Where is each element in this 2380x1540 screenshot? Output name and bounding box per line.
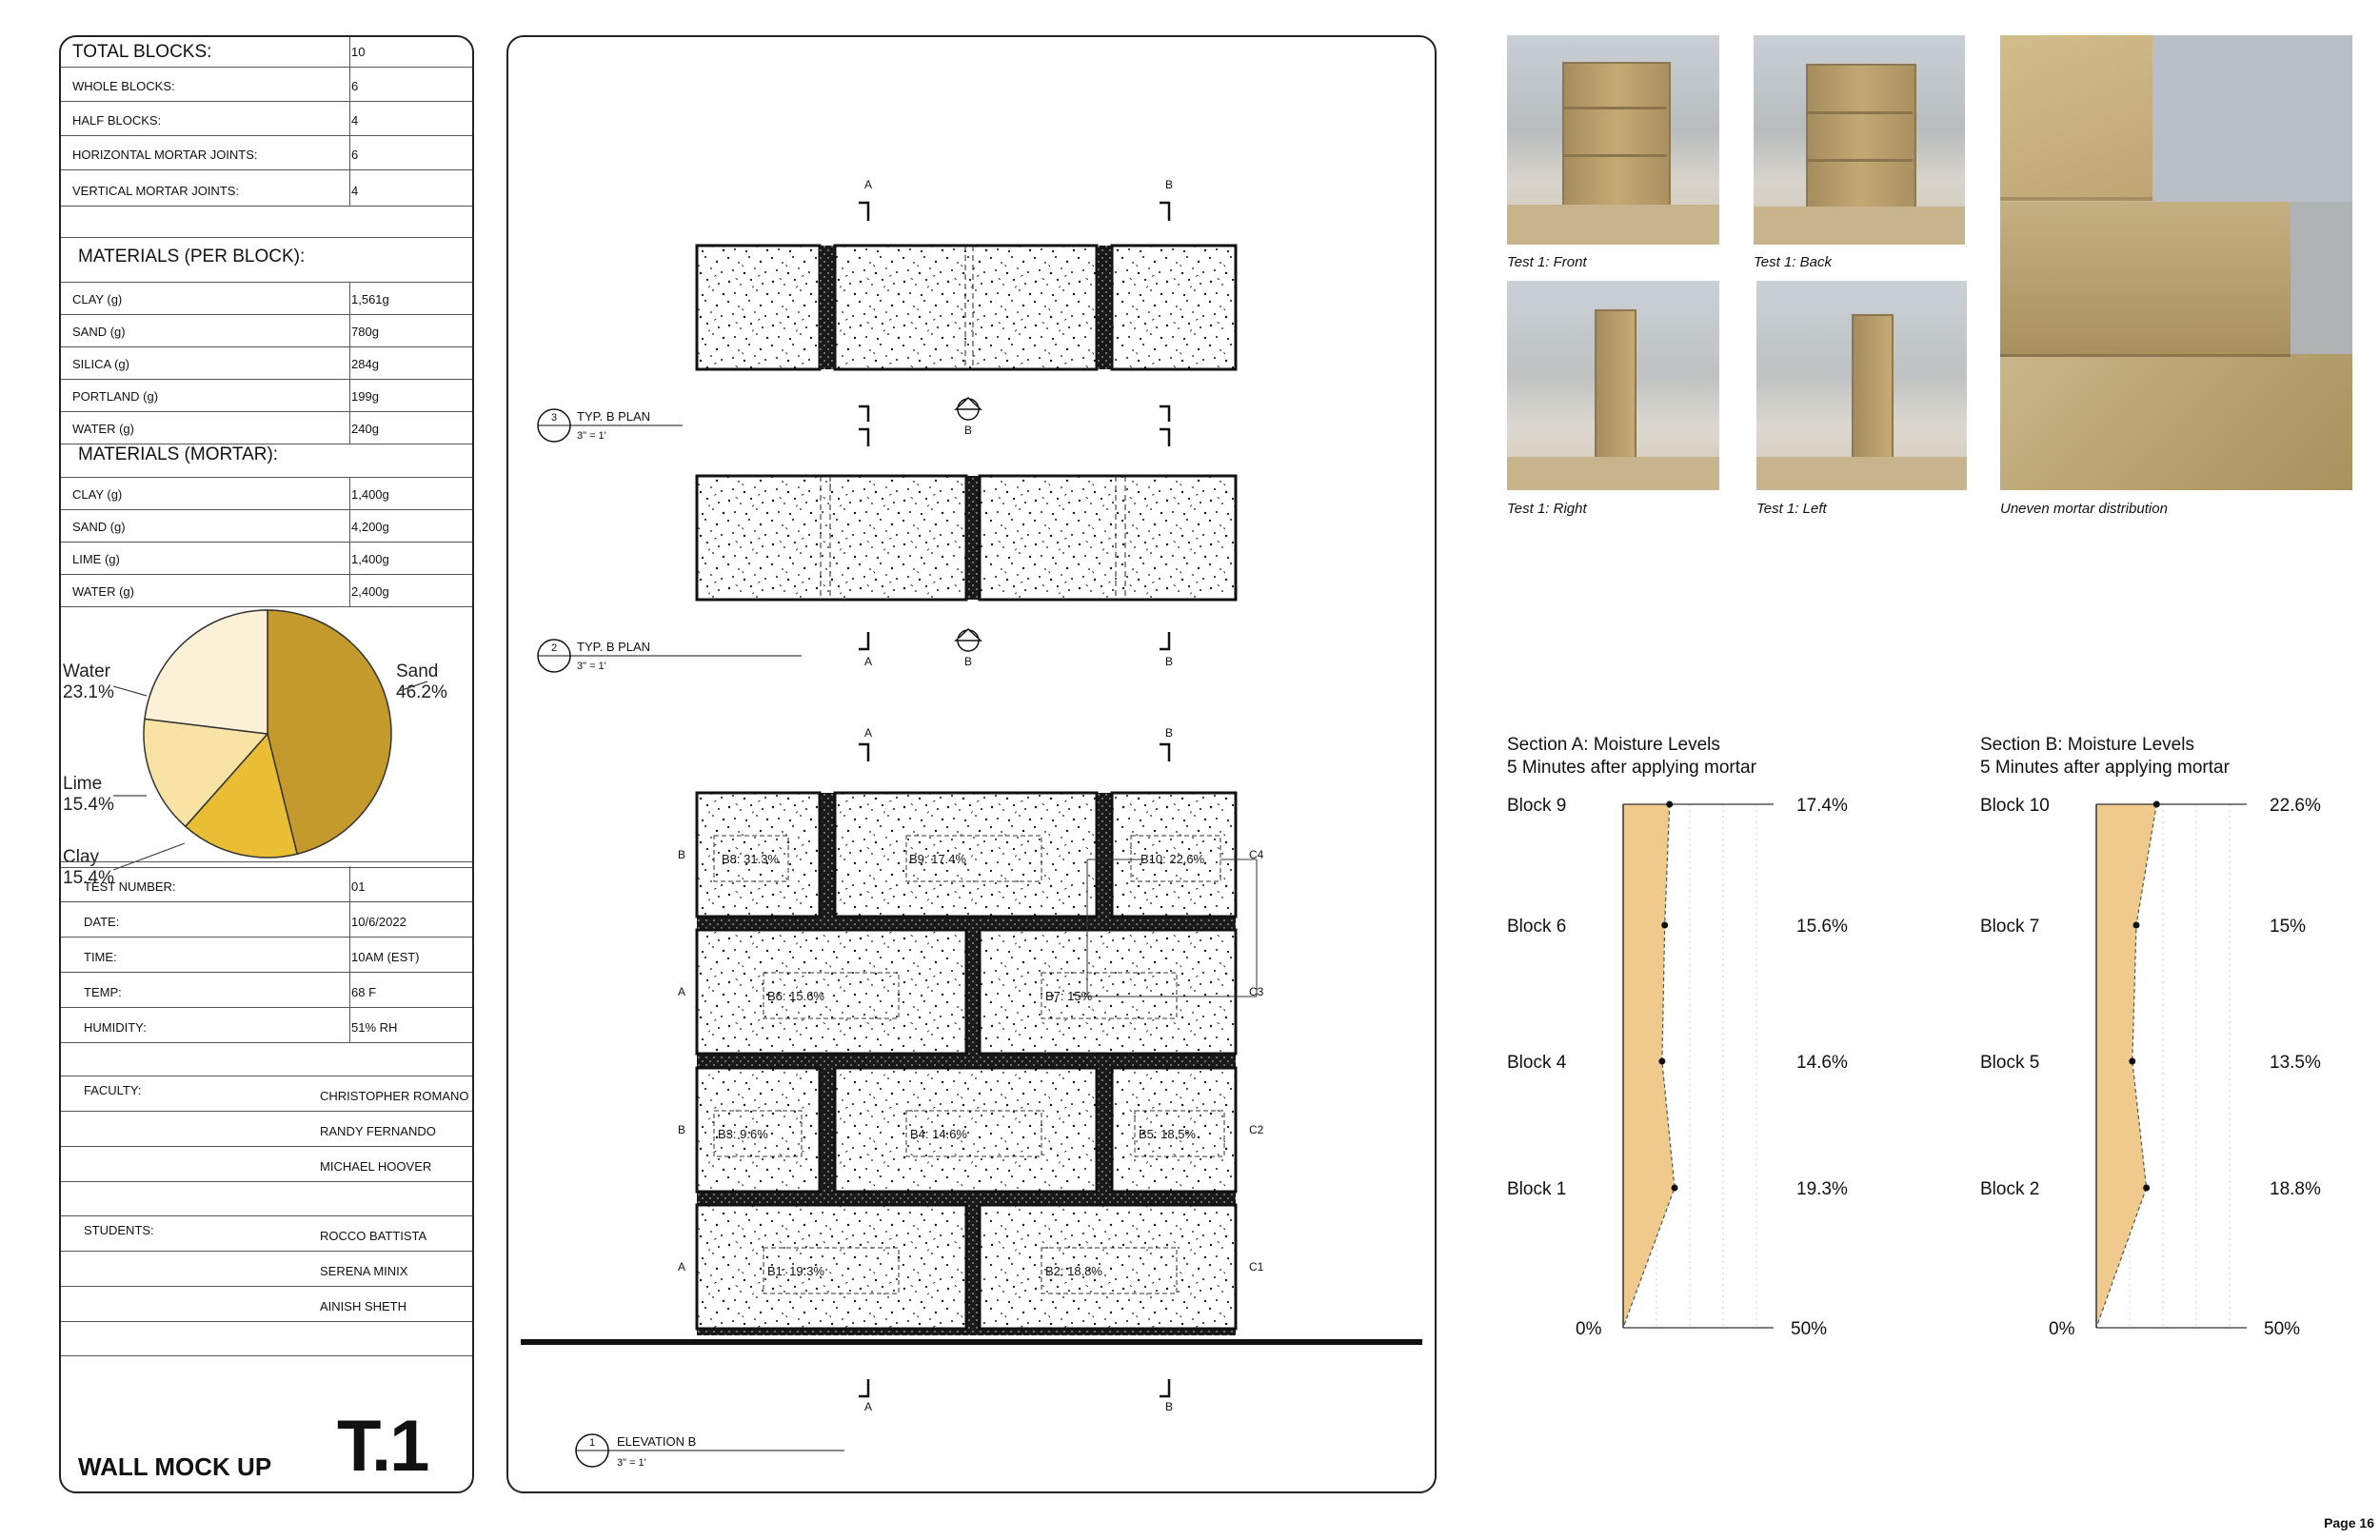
section-b-xtick-50: 50% <box>2264 1319 2301 1339</box>
spacer-row-2 <box>61 1041 472 1076</box>
section-b-title: Section B: Moisture Levels <box>1980 735 2194 755</box>
material-mortar-row <box>61 477 472 510</box>
test-info-row <box>61 866 472 902</box>
pie-slice-water <box>145 610 268 734</box>
test-info-row-value: 10/6/2022 <box>351 915 407 929</box>
row-left-1: A <box>678 1260 686 1273</box>
whole-blocks-value: 6 <box>351 79 359 93</box>
material-mortar-row-label: CLAY (g) <box>72 487 123 502</box>
material-block-row <box>61 346 472 380</box>
faculty-name: RANDY FERNANDO <box>320 1124 436 1138</box>
row-right-c1: C1 <box>1249 1260 1264 1273</box>
section-b-category-label: Block 2 <box>1980 1179 2040 1199</box>
section-b-value-label: 22.6% <box>2270 796 2321 816</box>
test-info-row-label: TEST NUMBER: <box>84 879 176 894</box>
material-block-row-value: 199g <box>351 389 379 404</box>
photo-mortar-detail <box>2000 35 2352 490</box>
sheet-title: WALL MOCK UP <box>78 1452 272 1481</box>
mark-a-5: A <box>863 726 873 740</box>
section-b-point <box>2143 1185 2150 1192</box>
block-label-b2: B2: 18.8% <box>1045 1264 1102 1278</box>
info-sheet <box>59 35 474 1493</box>
mark-b-2: B <box>963 424 973 437</box>
spacer-row <box>61 206 472 238</box>
elevation-1-scale: 3" = 1' <box>617 1457 646 1469</box>
mark-a-6: A <box>863 1400 873 1413</box>
plan-2-number: 2 <box>550 642 558 654</box>
faculty-row <box>61 1076 472 1112</box>
student-name: SERENA MINIX <box>320 1264 408 1278</box>
material-block-row-value: 240g <box>351 422 379 436</box>
half-blocks-value: 4 <box>351 113 359 128</box>
faculty-row <box>61 1111 472 1147</box>
mark-b-1: B <box>1164 178 1174 191</box>
material-block-row-label: CLAY (g) <box>72 292 123 306</box>
section-b-subtitle: 5 Minutes after applying mortar <box>1980 758 2230 778</box>
pie-label-clay: Clay <box>63 847 100 867</box>
pie-label-sand: Sand <box>396 661 439 681</box>
material-mortar-row <box>61 509 472 543</box>
test-info-row-label: TEMP: <box>84 985 122 999</box>
sheet-number: T.1 <box>337 1406 428 1487</box>
section-b-xtick-0: 0% <box>2049 1319 2075 1339</box>
section-a-point <box>1672 1185 1678 1192</box>
section-b-category-label: Block 10 <box>1980 796 2050 816</box>
spacer-row-4 <box>61 1321 472 1356</box>
mark-b-4: B <box>1164 655 1174 668</box>
total-blocks-label: TOTAL BLOCKS: <box>72 42 212 62</box>
test-info-row-label: DATE: <box>84 915 120 929</box>
block-label-b4: B4: 14.6% <box>910 1127 967 1141</box>
test-info-row-value: 51% RH <box>351 1020 398 1035</box>
horizontal-joints-value: 6 <box>351 148 359 162</box>
pie-pct-clay: 15.4% <box>63 868 114 888</box>
section-a-point <box>1658 1058 1665 1065</box>
materials-mortar-heading-row <box>61 444 472 478</box>
plan-3-label: TYP. B PLAN <box>577 409 651 424</box>
plan-3-drawing <box>697 246 1236 369</box>
section-a-xtick-50: 50% <box>1791 1319 1828 1339</box>
pie-pct-lime: 15.4% <box>63 795 114 815</box>
photo-front-caption: Test 1: Front <box>1507 254 1587 270</box>
section-a-value-label: 17.4% <box>1796 796 1848 816</box>
half-blocks-row <box>61 101 472 136</box>
section-a-value-label: 19.3% <box>1796 1179 1848 1199</box>
section-a-area <box>1623 804 1675 1328</box>
material-block-row-label: PORTLAND (g) <box>72 389 159 404</box>
photo-front <box>1507 35 1719 245</box>
vertical-joints-row <box>61 169 472 207</box>
test-info-row-value: 01 <box>351 879 366 894</box>
section-b-value-label: 18.8% <box>2270 1179 2321 1199</box>
material-block-row-value: 284g <box>351 357 379 371</box>
section-a-title: Section A: Moisture Levels <box>1507 735 1720 755</box>
section-a-subtitle: 5 Minutes after applying mortar <box>1507 758 1756 778</box>
plan-2-label: TYP. B PLAN <box>577 640 651 654</box>
row-right-c3: C3 <box>1249 985 1264 998</box>
row-left-3: A <box>678 985 686 998</box>
mark-b-5: B <box>1164 726 1174 740</box>
material-block-row <box>61 282 472 315</box>
student-name: AINISH SHETH <box>320 1299 407 1313</box>
spacer-row-3 <box>61 1181 472 1216</box>
test-info-row <box>61 1007 472 1043</box>
plan-3-scale: 3" = 1' <box>577 430 606 442</box>
half-blocks-label: HALF BLOCKS: <box>72 113 162 128</box>
total-blocks-value: 10 <box>351 45 366 59</box>
faculty-label: FACULTY: <box>84 1083 142 1097</box>
vertical-joints-value: 4 <box>351 184 359 198</box>
plan-2-drawing <box>697 476 1236 600</box>
material-mortar-row-value: 4,200g <box>351 520 389 534</box>
materials-block-heading-row <box>61 237 472 283</box>
material-mortar-row-value: 2,400g <box>351 584 389 599</box>
section-a-point <box>1661 922 1668 929</box>
mark-a-3: A <box>863 655 873 668</box>
row-right-c2: C2 <box>1249 1123 1264 1136</box>
photo-back <box>1754 35 1965 245</box>
section-a-category-label: Block 4 <box>1507 1053 1567 1073</box>
material-mortar-row-label: SAND (g) <box>72 520 126 534</box>
block-label-b7: B7: 15% <box>1045 989 1093 1003</box>
section-b-point <box>2153 801 2160 808</box>
block-label-b5: B5: 18.5% <box>1139 1127 1196 1141</box>
materials-block-heading: MATERIALS (PER BLOCK): <box>78 247 306 267</box>
elevation-1-label: ELEVATION B <box>617 1434 697 1449</box>
block-label-b6: B6: 15.6% <box>767 989 824 1003</box>
test-info-row <box>61 937 472 973</box>
whole-blocks-row <box>61 67 472 102</box>
student-row <box>61 1286 472 1322</box>
block-label-b1: B1: 19.3% <box>767 1264 824 1278</box>
student-name: ROCCO BATTISTA <box>320 1229 427 1243</box>
student-row <box>61 1215 472 1252</box>
plan-3-title <box>538 409 683 442</box>
photo-right <box>1507 281 1719 490</box>
photo-mortar-detail-caption: Uneven mortar distribution <box>2000 501 2168 517</box>
section-b-point <box>2133 922 2140 929</box>
row-left-2: B <box>678 1123 686 1136</box>
horizontal-joints-row <box>61 135 472 170</box>
block-label-b9: B9: 17.4% <box>909 852 966 866</box>
block-label-b3: B3: 9.6% <box>718 1127 768 1141</box>
drawings-svg <box>506 35 1437 1493</box>
section-b-value-label: 13.5% <box>2270 1053 2321 1073</box>
material-block-row <box>61 411 472 444</box>
photo-left <box>1756 281 1967 490</box>
section-a-xtick-0: 0% <box>1576 1319 1602 1339</box>
elevation-1-number: 1 <box>588 1437 596 1449</box>
material-mortar-row-value: 1,400g <box>351 552 389 566</box>
photo-back-caption: Test 1: Back <box>1754 254 1832 270</box>
section-a-category-label: Block 6 <box>1507 917 1567 937</box>
test-info-row-label: TIME: <box>84 950 117 964</box>
vertical-joints-label: VERTICAL MORTAR JOINTS: <box>72 184 240 198</box>
student-row <box>61 1251 472 1287</box>
total-blocks-row <box>61 37 472 68</box>
material-block-row <box>61 314 472 347</box>
elevation-drawing <box>521 793 1422 1342</box>
material-mortar-row <box>61 542 472 575</box>
material-block-row-value: 1,561g <box>351 292 389 306</box>
whole-blocks-label: WHOLE BLOCKS: <box>72 79 175 93</box>
row-right-c4: C4 <box>1249 848 1264 861</box>
section-b-point <box>2129 1058 2135 1065</box>
mark-b-3: B <box>963 655 973 668</box>
faculty-row <box>61 1146 472 1182</box>
test-info-row-value: 68 F <box>351 985 377 999</box>
section-b-area <box>2096 804 2156 1328</box>
horizontal-joints-label: HORIZONTAL MORTAR JOINTS: <box>72 148 258 162</box>
pie-pct-water: 23.1% <box>63 682 114 702</box>
section-b-category-label: Block 5 <box>1980 1053 2040 1073</box>
material-mortar-row-label: WATER (g) <box>72 584 134 599</box>
material-block-row <box>61 379 472 412</box>
faculty-name: CHRISTOPHER ROMANO <box>320 1089 469 1103</box>
material-mortar-row-label: LIME (g) <box>72 552 120 566</box>
section-a-value-label: 15.6% <box>1796 917 1848 937</box>
pie-label-lime: Lime <box>63 774 103 794</box>
students-label: STUDENTS: <box>84 1223 154 1237</box>
faculty-name: MICHAEL HOOVER <box>320 1159 432 1174</box>
material-block-row-label: SILICA (g) <box>72 357 129 371</box>
plan-2-title <box>538 640 802 672</box>
mark-a-1: A <box>863 178 873 191</box>
material-mortar-row-value: 1,400g <box>351 487 389 502</box>
photo-right-caption: Test 1: Right <box>1507 501 1587 517</box>
test-info-row <box>61 901 472 938</box>
page-number: Page 16 <box>2324 1515 2374 1530</box>
mark-b-6: B <box>1164 1400 1174 1413</box>
section-b-category-label: Block 7 <box>1980 917 2040 937</box>
row-left-4: B <box>678 848 686 861</box>
pie-label-water: Water <box>63 661 110 681</box>
material-block-row-label: SAND (g) <box>72 325 126 339</box>
section-a-value-label: 14.6% <box>1796 1053 1848 1073</box>
photo-left-caption: Test 1: Left <box>1756 501 1827 517</box>
test-info-row-value: 10AM (EST) <box>351 950 420 964</box>
material-block-row-label: WATER (g) <box>72 422 134 436</box>
materials-mortar-heading: MATERIALS (MORTAR): <box>78 444 279 464</box>
material-block-row-value: 780g <box>351 325 379 339</box>
elevation-1-title <box>576 1434 844 1469</box>
test-info-row <box>61 972 472 1008</box>
plan-2-scale: 3" = 1' <box>577 661 606 672</box>
section-b-value-label: 15% <box>2270 917 2307 937</box>
section-a-point <box>1666 801 1673 808</box>
pie-pct-sand: 46.2% <box>396 682 447 702</box>
test-info-row-label: HUMIDITY: <box>84 1020 147 1035</box>
block-label-b8: B8: 31.3% <box>722 852 779 866</box>
material-mortar-row <box>61 574 472 607</box>
plan-3-number: 3 <box>550 412 558 424</box>
section-a-category-label: Block 1 <box>1507 1179 1567 1199</box>
block-label-b10: B10: 22.6% <box>1140 852 1205 866</box>
section-a-category-label: Block 9 <box>1507 796 1567 816</box>
